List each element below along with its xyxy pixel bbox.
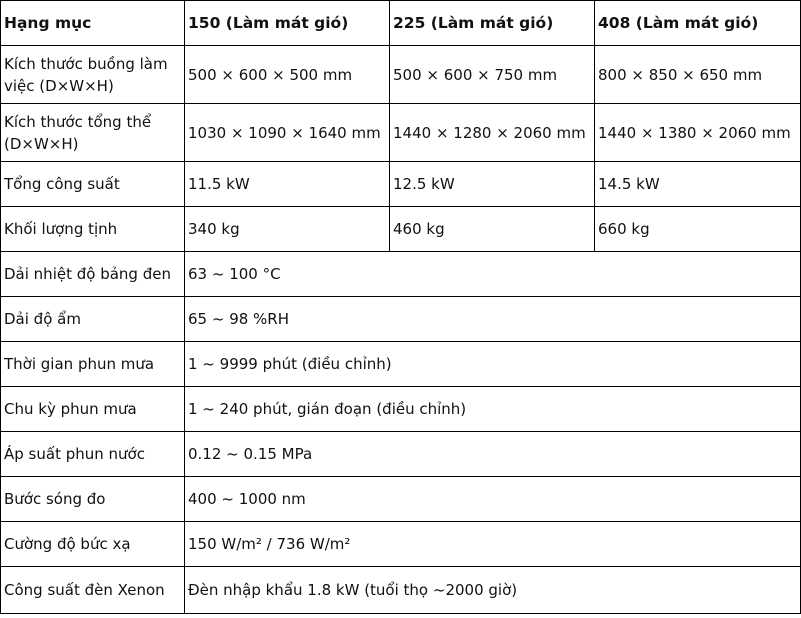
cell-value: 500 × 600 × 500 mm [185,46,390,104]
cell-value: 12.5 kW [390,162,595,207]
cell-value-shared: 1 ~ 240 phút, gián đoạn (điều chỉnh) [185,387,801,432]
table-row [1,207,801,252]
cell-value: 460 kg [390,207,595,252]
cell-value-shared: 400 ~ 1000 nm [185,477,801,522]
row-label: Công suất đèn Xenon [1,567,185,614]
cell-value: 340 kg [185,207,390,252]
table-row [1,477,801,522]
cell-value: 11.5 kW [185,162,390,207]
cell-value-shared: Đèn nhập khẩu 1.8 kW (tuổi thọ ~2000 giờ) [185,567,801,614]
cell-value: 14.5 kW [595,162,801,207]
header-row [1,1,801,46]
row-label: Chu kỳ phun mưa [1,387,185,432]
cell-value: 660 kg [595,207,801,252]
row-label: Tổng công suất [1,162,185,207]
cell-value-shared: 1 ~ 9999 phút (điều chỉnh) [185,342,801,387]
row-label: Kích thước tổng thể (D×W×H) [1,104,185,162]
cell-value-shared: 0.12 ~ 0.15 MPa [185,432,801,477]
cell-value: 500 × 600 × 750 mm [390,46,595,104]
row-label: Thời gian phun mưa [1,342,185,387]
row-label: Bước sóng đo [1,477,185,522]
table-row [1,162,801,207]
row-label: Kích thước buồng làm việc (D×W×H) [1,46,185,104]
cell-value-shared: 150 W/m² / 736 W/m² [185,522,801,567]
table-row [1,252,801,297]
row-label: Dải nhiệt độ bảng đen [1,252,185,297]
cell-value-shared: 63 ~ 100 °C [185,252,801,297]
cell-value-shared: 65 ~ 98 %RH [185,297,801,342]
row-label: Khối lượng tịnh [1,207,185,252]
cell-value: 1440 × 1380 × 2060 mm [595,104,801,162]
cell-value: 1030 × 1090 × 1640 mm [185,104,390,162]
cell-value: 800 × 850 × 650 mm [595,46,801,104]
header-model-150: 150 (Làm mát gió) [185,1,390,46]
table-row [1,567,801,614]
row-label: Dải độ ẩm [1,297,185,342]
table-row [1,297,801,342]
table-row [1,522,801,567]
table-row [1,432,801,477]
table-row [1,46,801,104]
row-label: Áp suất phun nước [1,432,185,477]
header-model-225: 225 (Làm mát gió) [390,1,595,46]
header-item: Hạng mục [1,1,185,46]
table-row [1,387,801,432]
table-row [1,342,801,387]
row-label: Cường độ bức xạ [1,522,185,567]
header-model-408: 408 (Làm mát gió) [595,1,801,46]
table-row [1,104,801,162]
cell-value: 1440 × 1280 × 2060 mm [390,104,595,162]
